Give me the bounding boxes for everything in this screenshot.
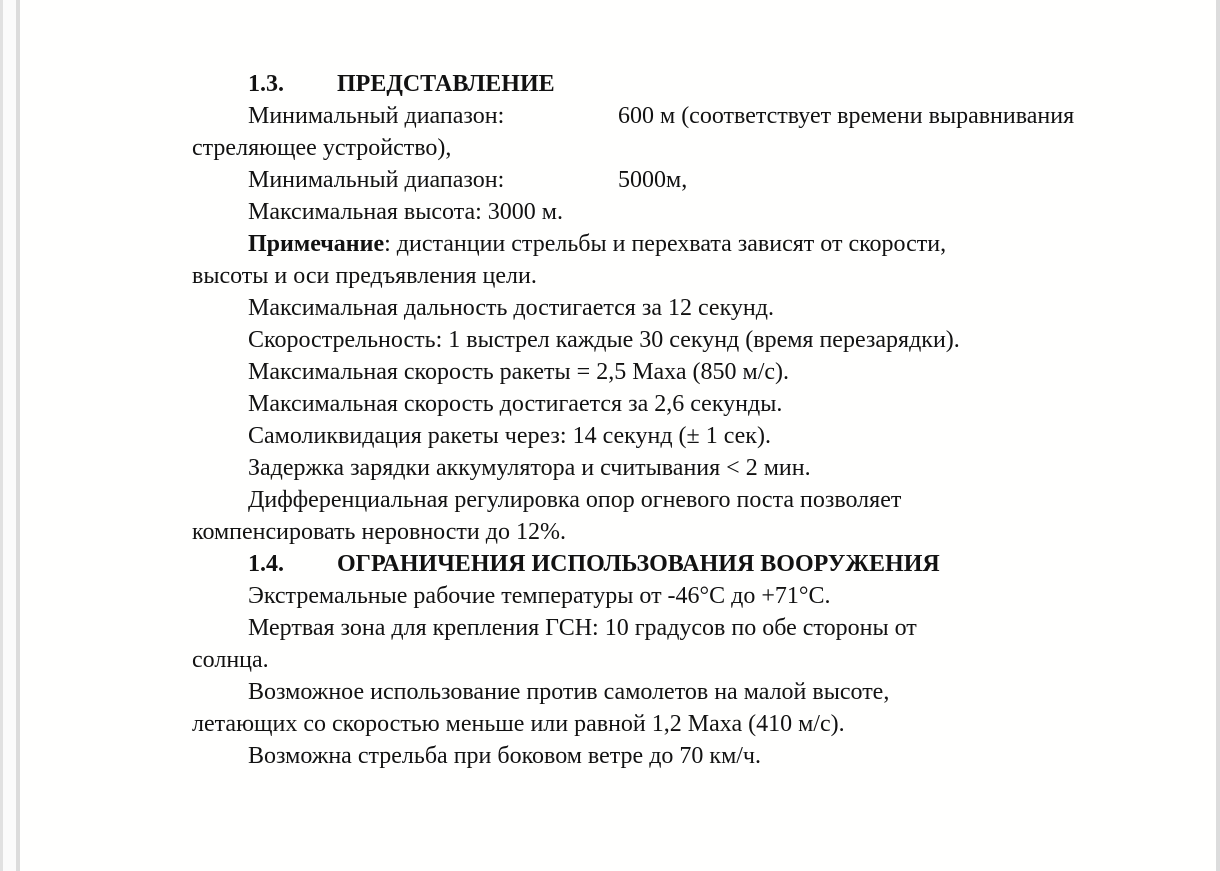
line-text: Максимальная скорость ракеты = 2,5 Маха (850 м/с).	[248, 359, 790, 385]
document-page	[20, 0, 1216, 871]
section-title: ПРЕДСТАВЛЕНИЕ	[337, 71, 555, 97]
line-text: Задержка зарядки аккумулятора и считывания < 2 мин.	[248, 455, 811, 481]
line-text: Максимальная высота: 3000 м.	[248, 199, 563, 225]
line-text: высоты и оси предъявления цели.	[192, 263, 537, 289]
doc-line	[192, 452, 1177, 484]
document-content	[192, 68, 1177, 772]
line-text: стреляющее устройство),	[192, 135, 452, 161]
doc-line	[192, 132, 1177, 164]
doc-line	[192, 164, 1177, 196]
line-value: 600 м (соответствует времени выравнивания	[618, 103, 1075, 129]
line-text: Скорострельность: 1 выстрел каждые 30 секунд (время перезарядки).	[248, 327, 960, 353]
doc-line	[192, 292, 1177, 324]
section-title: ОГРАНИЧЕНИЯ ИСПОЛЬЗОВАНИЯ ВООРУЖЕНИЯ	[337, 551, 940, 577]
line-text: Возможное использование против самолетов на малой высоте,	[248, 679, 890, 705]
line-text: Самоликвидация ракеты через: 14 секунд (± 1 сек).	[248, 423, 771, 449]
line-text: летающих со скоростью меньше или равной 1,2 Маха (410 м/с).	[192, 711, 845, 737]
line-text: Дифференциальная регулировка опор огневого поста позволяет	[248, 487, 902, 513]
doc-line	[192, 388, 1177, 420]
doc-line	[192, 644, 1177, 676]
doc-line-note	[192, 228, 1177, 260]
doc-line	[192, 676, 1177, 708]
note-text: : дистанции стрельбы и перехвата зависят от скорости,	[384, 231, 947, 257]
line-text: Экстремальные рабочие температуры от -46°С до +71°С.	[248, 583, 831, 609]
section-number: 1.3.	[248, 71, 284, 97]
note-label: Примечание	[248, 231, 385, 257]
line-text: Максимальная скорость достигается за 2,6 секунды.	[248, 391, 783, 417]
section-heading-1-4	[192, 548, 1177, 580]
doc-line	[192, 580, 1177, 612]
doc-line	[192, 324, 1177, 356]
page-border-right	[1216, 0, 1220, 871]
line-text: солнца.	[192, 647, 269, 673]
page-gutter	[3, 0, 16, 871]
line-label: Минимальный диапазон:	[248, 167, 505, 193]
doc-line	[192, 356, 1177, 388]
line-text: Максимальная дальность достигается за 12 секунд.	[248, 295, 774, 321]
doc-line	[192, 260, 1177, 292]
line-text: Мертвая зона для крепления ГСН: 10 градусов по обе стороны от	[248, 615, 917, 641]
line-text: Возможна стрельба при боковом ветре до 70 км/ч.	[248, 743, 761, 769]
line-label: Минимальный диапазон:	[248, 103, 505, 129]
section-number: 1.4.	[248, 551, 284, 577]
line-text: компенсировать неровности до 12%.	[192, 519, 566, 545]
doc-line	[192, 740, 1177, 772]
section-heading-1-3	[192, 68, 1177, 100]
doc-line	[192, 612, 1177, 644]
doc-line	[192, 420, 1177, 452]
doc-line	[192, 708, 1177, 740]
doc-line	[192, 100, 1177, 132]
doc-line	[192, 484, 1177, 516]
line-value: 5000м,	[618, 167, 688, 193]
doc-line	[192, 516, 1177, 548]
doc-line	[192, 196, 1177, 228]
